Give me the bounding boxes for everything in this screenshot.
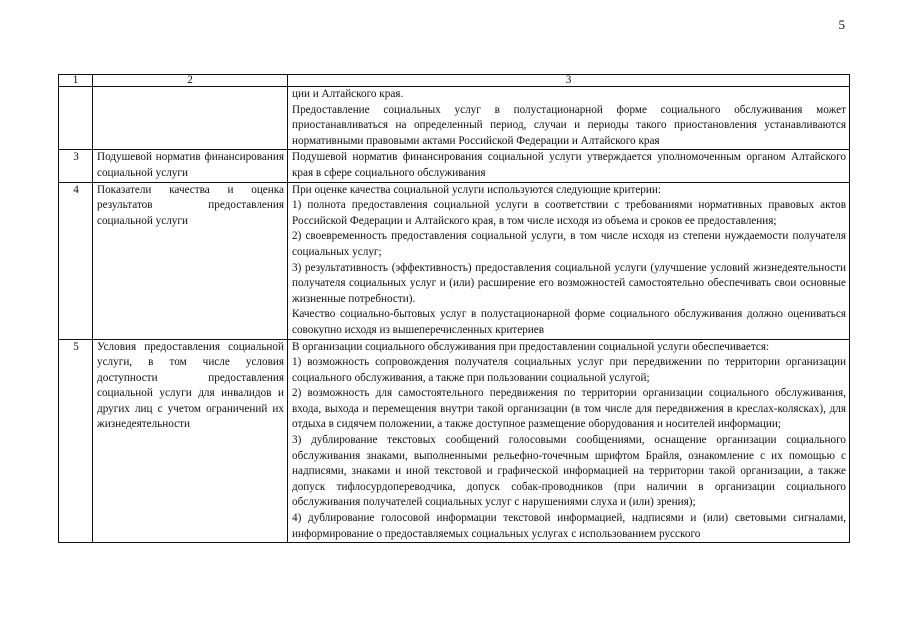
column-number-3: 3 [288, 75, 850, 87]
column-number-2: 2 [93, 75, 288, 87]
row-number [59, 87, 93, 150]
row-number: 5 [59, 339, 93, 543]
paragraph: ции и Алтайского края. [292, 88, 404, 100]
paragraph: В организации социального обслуживания при предоставлении социальной услуги обеспечивается: [292, 340, 770, 353]
table-row-continuation [59, 87, 850, 150]
paragraph: Предоставление социальных услуг в полустационарной форме социального обслуживания может приостанавливаться на определенный период, случаи и периоды такого приостановления устанавливаются нормативными правовыми актами Российской Федерации и Алтайского края [292, 103, 846, 147]
row-number: 3 [59, 150, 93, 182]
row-name: Условия предоставления социальной услуги, в том числе условия доступности предоставления социальной услуги для инвалидов и других лиц с учетом ограничений их жизнедеятельности [93, 339, 288, 543]
paragraph: 1) полнота предоставления социальной услуги в соответствии с требованиями нормативных правовых актов Российской Федерации и Алтайского края, в том числе исходя из объема и сроков ее предоставления; [292, 199, 846, 227]
row-name: Подушевой норматив финансирования социальной услуги [93, 150, 288, 182]
paragraph: 3) дублирование текстовых сообщений голосовыми сообщениями, оснащение организации социального обслуживания знаками, выполненными рельефно-точечным шрифтом Брайля, ознакомление с их помощью с надписями, знаками и иной текстовой и графической информацией на территории такой организации, а также допуск тифлосурдопереводчика, допуск собак-проводников (при наличии в организации социального обслуживания получателей социальных услуг с нарушениями слуха и (или) зрения); [292, 434, 846, 509]
paragraph: 4) дублирование голосовой информации текстовой информацией, надписями и (или) световыми сигналами, информирование о предоставляемых социальных услугах с использованием русского [292, 512, 846, 540]
table-row-5 [59, 339, 850, 543]
paragraph: При оценке качества социальной услуги используются следующие критерии: [292, 183, 661, 196]
column-number-1: 1 [59, 75, 93, 87]
row-number: 4 [59, 182, 93, 339]
paragraph: 2) возможность для самостоятельного передвижения по территории организации социального обслуживания, входа, выхода и перемещения внутри такой организации (в том числе для передвижения в креслах-колясках), для отдыха в сидячем положении, а также доступное размещение оборудования и носителей информации; [292, 387, 846, 431]
services-table [58, 74, 850, 543]
paragraph: 3) результативность (эффективность) предоставления социальной услуги (улучшение условий жизнедеятельности получателя социальных услуг и (или) расширение его возможностей самостоятельно обеспечивать свои основные жизненные потребности). [292, 261, 846, 305]
row-description [288, 150, 850, 182]
page-number: 5 [838, 17, 845, 32]
paragraph: 1) возможность сопровождения получателя социальных услуг при передвижении по территории организации социального обслуживания, а также при пользовании социальной услугой; [292, 356, 846, 384]
row-description [288, 87, 850, 150]
table-row-4 [59, 182, 850, 339]
paragraph: 2) своевременность предоставления социальной услуги, в том числе исходя из степени нуждаемости получателя социальных услуг; [292, 230, 846, 258]
row-name [93, 87, 288, 150]
column-number-row [59, 75, 850, 87]
row-description [288, 182, 850, 339]
paragraph: Качество социально-бытовых услуг в полустационарной форме социального обслуживания должно оцениваться совокупно исходя из вышеперечисленных критериев [292, 308, 846, 336]
row-description [288, 339, 850, 543]
paragraph: Подушевой норматив финансирования социальной услуги утверждается уполномоченным органом Алтайского края в сфере социального обслуживания [292, 151, 846, 179]
row-name: Показатели качества и оценка результатов предоставления социальной услуги [93, 182, 288, 339]
table-row-3 [59, 150, 850, 182]
